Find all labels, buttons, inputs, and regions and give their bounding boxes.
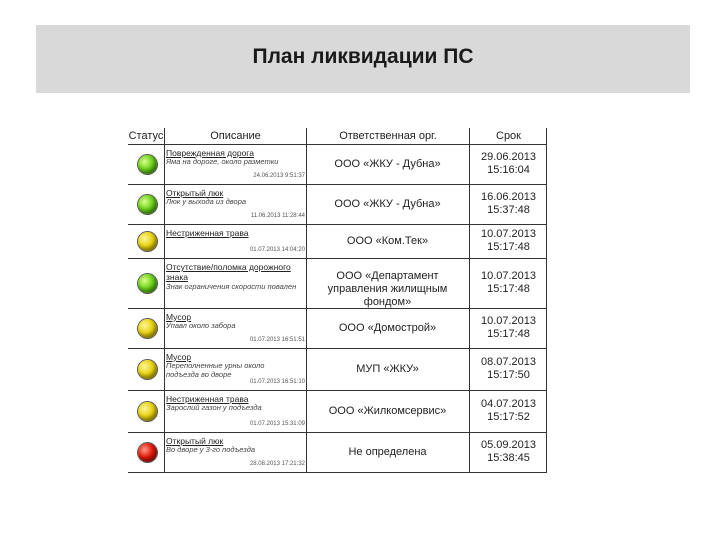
issue-title: Отсутствие/поломка дорожного знака [166,262,291,282]
issue-description: Знак ограничения скорости повален [166,282,297,291]
status-light-icon [138,443,157,462]
deadline-time: 15:17:48 [487,328,530,340]
table-row[interactable] [128,224,547,258]
deadline-date: 10.07.2013 [480,270,537,282]
table-row[interactable] [128,432,547,472]
deadline-time: 15:17:48 [487,283,530,295]
row-divider [128,472,547,473]
issue-title: Нестриженная трава [166,394,249,404]
issue-description: Во дворе у 3-го подъезда [166,445,256,454]
issue-description: Люк у выхода из дворa [166,197,247,206]
table-row[interactable] [128,390,547,432]
deadline-time: 15:17:48 [487,241,530,253]
issue-title: Поврежденная дорога [166,148,254,158]
table-row[interactable] [128,144,547,184]
responsible-org: ООО «Департамент управления жилищным фондом» [327,270,448,308]
deadline-time: 15:17:50 [487,369,530,381]
issue-timestamp: 01.07.2013 16:51:10 [249,379,305,385]
deadline-date: 10.07.2013 [480,315,537,327]
header-description: Описание [210,130,261,142]
issue-description: Зарослий газон у подъезда [166,403,262,412]
status-light-icon [138,195,157,214]
header-status: Статус [128,130,164,142]
status-light-icon [138,155,157,174]
deadline-time: 15:16:04 [487,164,530,176]
deadline-time: 15:17:52 [487,411,530,423]
deadline-date: 05.09.2013 [480,439,537,451]
title-bar [36,25,690,93]
status-light-icon [138,402,157,421]
table-row[interactable] [128,348,547,390]
status-light-icon [138,319,157,338]
status-light-icon [138,360,157,379]
status-light-icon [138,232,157,251]
issue-title: Открытый люк [166,436,224,446]
responsible-org: МУП «ЖКУ» [356,363,419,375]
deadline-date: 29.06.2013 [480,151,537,163]
issue-timestamp: 01.07.2013 15:31:09 [249,421,305,427]
issue-timestamp: 28.08.2013 17:21:32 [249,461,305,467]
status-light-icon [138,274,157,293]
issue-timestamp: 11.06.2013 11:28:44 [250,213,305,219]
issue-title: Открытый люк [166,188,224,198]
issue-timestamp: 24.06.2013 9:51:37 [253,173,305,179]
deadline-date: 04.07.2013 [480,398,537,410]
deadline-time: 15:37:48 [487,204,530,216]
table-row[interactable] [128,258,547,308]
responsible-org: ООО «ЖКУ - Дубна» [334,198,441,210]
issue-title: Мусор [166,352,192,362]
responsible-org: ООО «ЖКУ - Дубна» [334,158,441,170]
responsible-org: ООО «Жилкомсервис» [328,405,447,417]
table-row[interactable] [128,308,547,348]
table-row[interactable] [128,184,547,224]
slide-title: План ликвидации ПС [252,45,474,68]
issue-title: Мусор [166,312,192,322]
deadline-date: 08.07.2013 [480,356,537,368]
responsible-org: ООО «Домострой» [338,322,437,334]
issue-timestamp: 01.07.2013 16:51:51 [249,337,305,343]
deadline-time: 15:38:45 [487,452,530,464]
header-deadline: Срок [496,130,521,142]
header-org: Ответственная орг. [339,130,437,142]
responsible-org: ООО «Ком.Тек» [346,235,429,247]
responsible-org: Не определена [348,446,427,458]
issue-description: Яма на дороге, около разметки [166,157,279,166]
issue-title: Нестриженная трава [166,228,249,238]
issue-description: Упавл около забора [166,321,236,330]
issue-description: Переполненные урны около подъезда во дворе [166,361,265,379]
issue-timestamp: 01.07.2013 14:04:20 [249,247,305,253]
deadline-date: 10.07.2013 [480,228,537,240]
deadline-date: 16.06.2013 [480,191,537,203]
incident-table [128,128,547,472]
